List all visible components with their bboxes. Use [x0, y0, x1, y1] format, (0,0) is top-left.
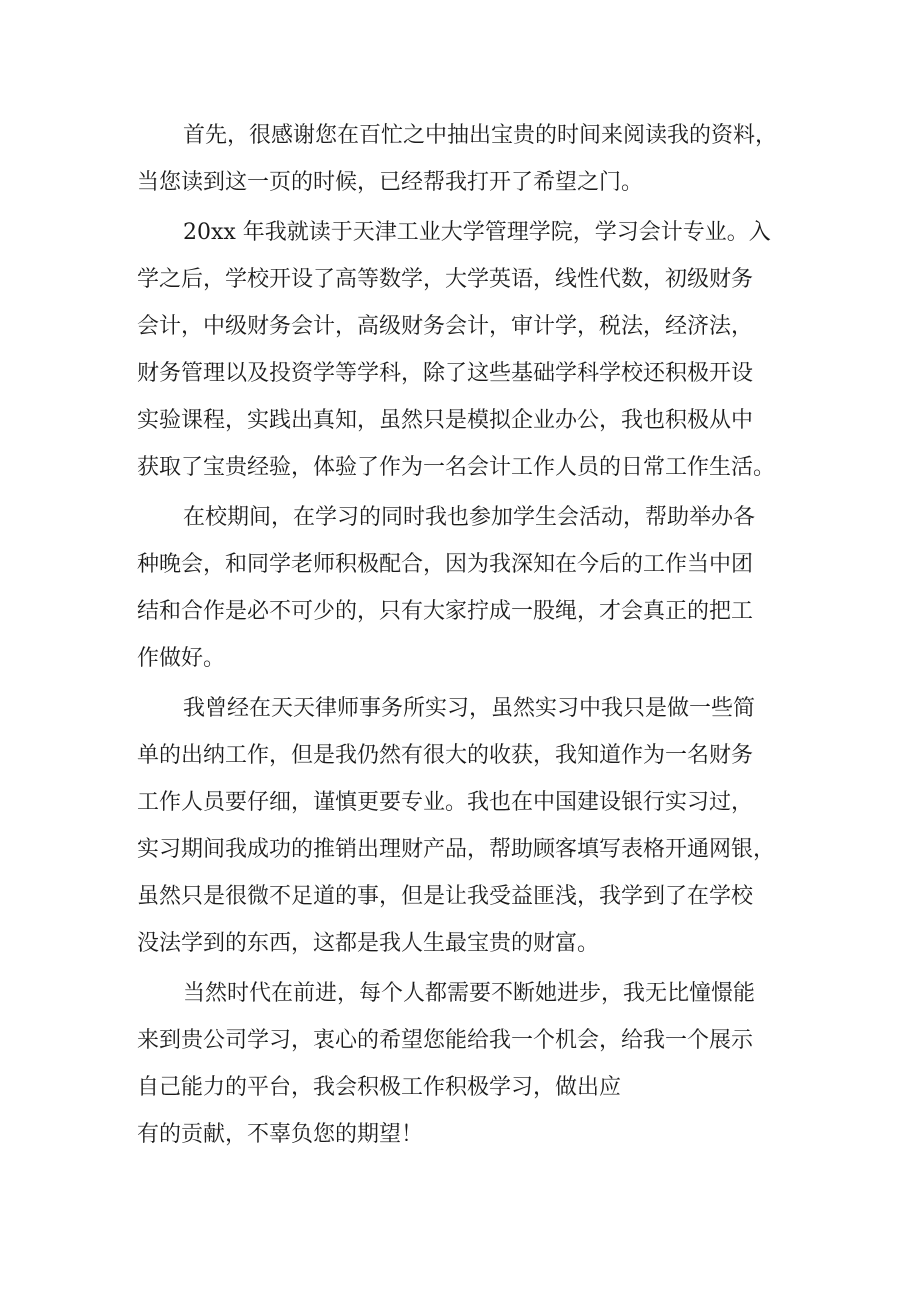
- paragraph-closing: [137, 970, 797, 1158]
- paragraph-line: 实习期间我成功的推销出理财产品，帮助顾客填写表格开通网银，: [137, 837, 776, 862]
- paragraph-line: 当您读到这一页的时候，已经帮我打开了希望之门。: [137, 170, 644, 195]
- paragraph-line: 获取了宝贵经验，体验了作为一名会计工作人员的日常工作生活。: [137, 455, 776, 480]
- paragraph-internships: [137, 685, 797, 967]
- paragraph-line: 首先，很感谢您在百忙之中抽出宝贵的时间来阅读我的资料，: [183, 123, 778, 148]
- paragraph-line: 在校期间，在学习的同时我也参加学生会活动，帮助举办各: [183, 505, 756, 530]
- paragraph-line: 会计，中级财务会计，高级财务会计，审计学，税法，经济法，: [137, 314, 754, 339]
- paragraph-line: 我曾经在天天律师事务所实习，虽然实习中我只是做一些简: [183, 696, 756, 721]
- paragraph-line: 种晚会，和同学老师积极配合，因为我深知在今后的工作当中团: [137, 552, 754, 577]
- paragraph-line: 来到贵公司学习，衷心的希望您能给我一个机会，给我一个展示: [137, 1028, 754, 1053]
- paragraph-line: 财务管理以及投资学等学科，除了这些基础学科学校还积极开设: [137, 361, 754, 386]
- paragraph-intro: [137, 112, 797, 206]
- paragraph-line: 作做好。: [137, 646, 226, 671]
- document-body: [137, 112, 797, 1158]
- paragraph-line: 虽然只是很微不足道的事，但是让我受益匪浅，我学到了在学校: [137, 884, 754, 909]
- paragraph-line: 实验课程，实践出真知，虽然只是模拟企业办公，我也积极从中: [137, 408, 754, 433]
- paragraph-line: 单的出纳工作，但是我仍然有很大的收获，我知道作为一名财务: [137, 743, 754, 768]
- paragraph-line: 自己能力的平台，我会积极工作积极学习，做出应: [137, 1075, 622, 1100]
- paragraph-line: 工作人员要仔细，谨慎更要专业。我也在中国建设银行实习过，: [137, 790, 754, 815]
- paragraph-line: 有的贡献，不辜负您的期望！: [137, 1122, 424, 1147]
- paragraph-line: 学之后，学校开设了高等数学，大学英语，线性代数，初级财务: [137, 267, 754, 292]
- paragraph-line: 20xx 年我就读于天津工业大学管理学院，学习会计专业。入: [183, 220, 771, 245]
- paragraph-campus-activities: [137, 494, 797, 682]
- paragraph-line: 当然时代在前进，每个人都需要不断她进步，我无比憧憬能: [183, 981, 756, 1006]
- paragraph-education: [137, 209, 797, 491]
- paragraph-line: 没法学到的东西，这都是我人生最宝贵的财富。: [137, 931, 600, 956]
- paragraph-line: 结和合作是必不可少的，只有大家拧成一股绳，才会真正的把工: [137, 599, 754, 624]
